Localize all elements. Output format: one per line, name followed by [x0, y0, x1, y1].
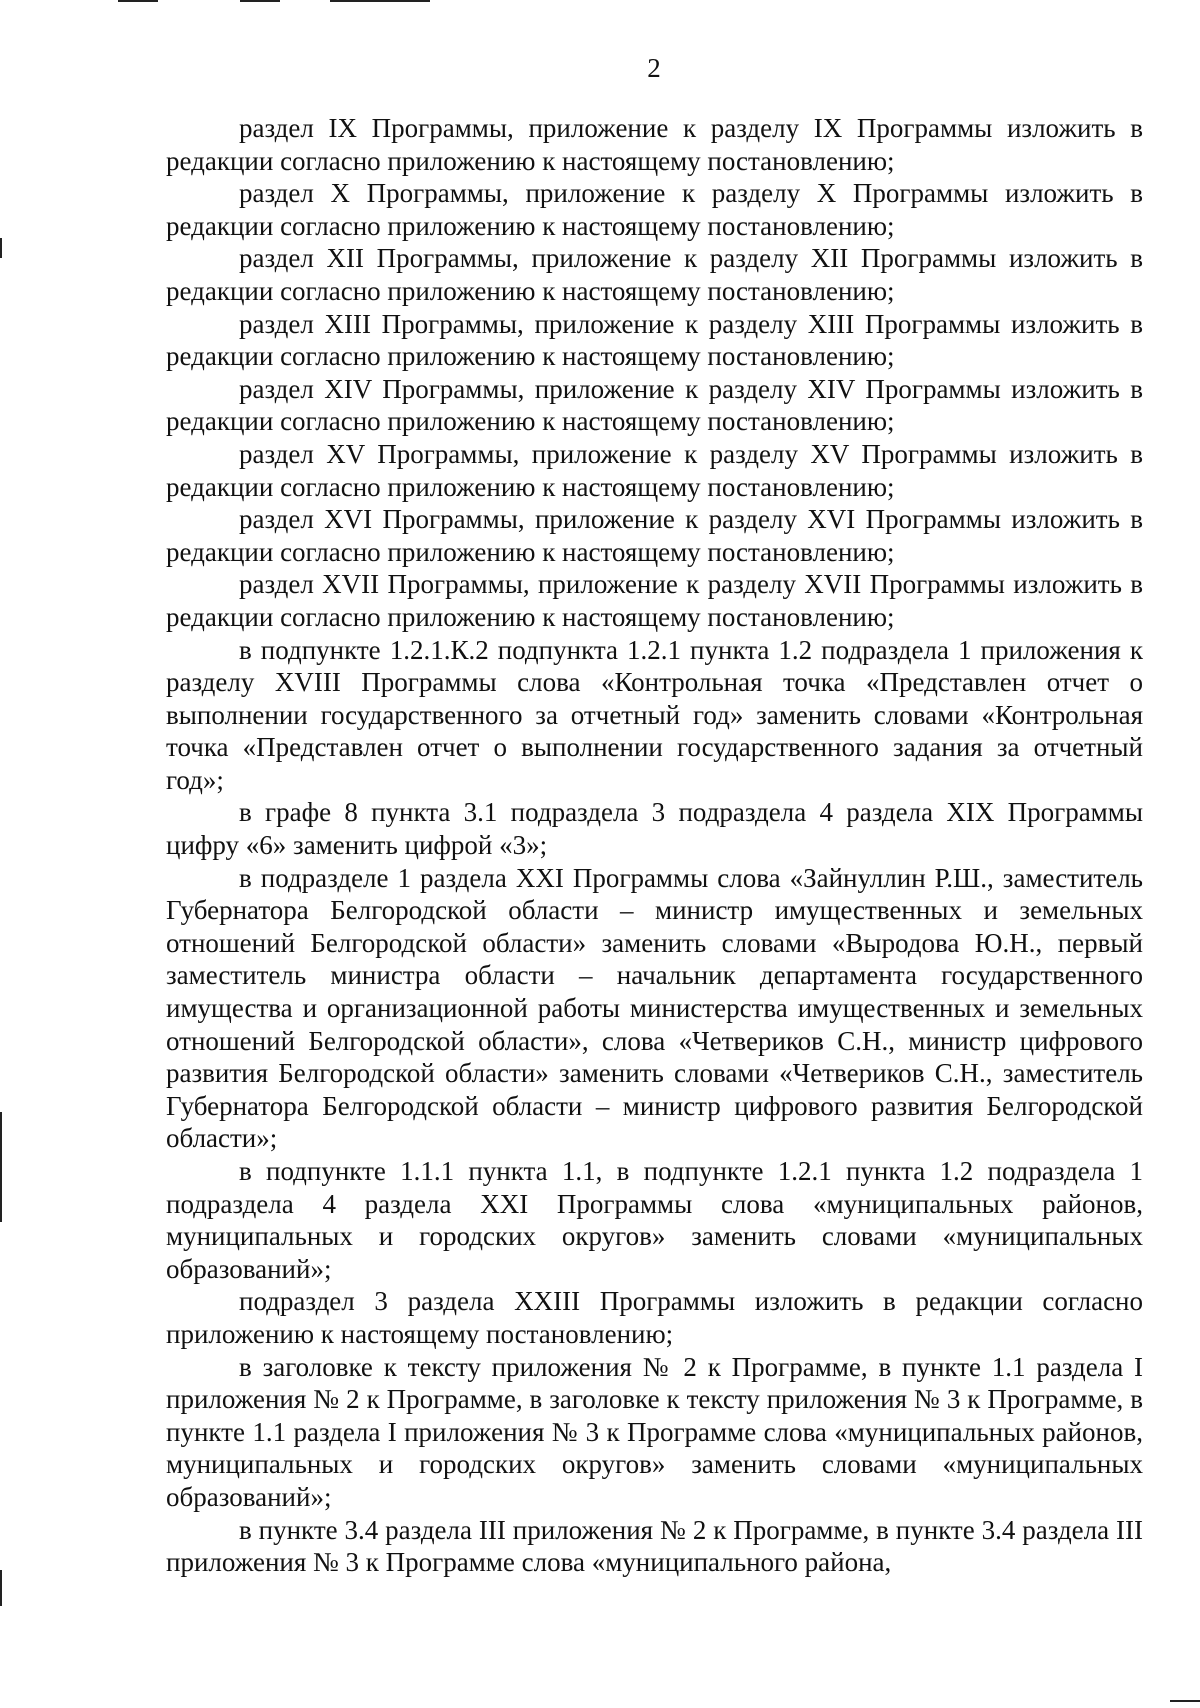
- paragraph: подраздел 3 раздела XXIII Программы изложить в редакции согласно приложению к настоящему постановлению;: [166, 1286, 1143, 1349]
- document-body: [166, 112, 1143, 1579]
- scan-edge-mark-left: [0, 238, 2, 258]
- scan-edge-mark-top: [330, 0, 430, 2]
- paragraph: раздел XIV Программы, приложение к разделу XIV Программы изложить в редакции согласно приложению к настоящему постановлению;: [166, 373, 1143, 437]
- paragraph: в подпункте 1.1.1 пункта 1.1, в подпункте 1.2.1 пункта 1.2 подраздела 1 подраздела 4 раздела XXI Программы слова «муниципальных районов, муниципальных и городских округов» заменить словами «муниципальных образований»;: [166, 1156, 1143, 1284]
- page-number: 2: [647, 53, 661, 83]
- paragraph: раздел IX Программы, приложение к разделу IX Программы изложить в редакции согласно приложению к настоящему постановлению;: [166, 113, 1143, 176]
- paragraph: в подпункте 1.2.1.К.2 подпункта 1.2.1 пункта 1.2 подраздела 1 приложения к разделу XVIII Программы слова «Контрольная точка «Представлен отчет о выполнении государственного за отчетный год» заменить словами «Контрольная точка «Представлен отчет о выполнении государственного задания за отчетный год»;: [166, 634, 1143, 795]
- scan-edge-mark-top: [118, 0, 158, 2]
- paragraph: раздел XVII Программы, приложение к разделу XVII Программы изложить в редакции согласно приложению к настоящему постановлению;: [166, 569, 1143, 632]
- paragraph: раздел XV Программы, приложение к разделу XV Программы изложить в редакции согласно приложению к настоящему постановлению;: [166, 438, 1143, 502]
- scan-edge-mark-left: [0, 1112, 2, 1222]
- paragraph: раздел XVI Программы, приложение к разделу XVI Программы изложить в редакции согласно приложению к настоящему постановлению;: [166, 504, 1143, 567]
- paragraph: в пункте 3.4 раздела III приложения № 2 к Программе, в пункте 3.4 раздела III приложения № 3 к Программе слова «муниципального района,: [166, 1514, 1143, 1578]
- scan-edge-mark-bottom: [1170, 1700, 1200, 1702]
- paragraph: в заголовке к тексту приложения № 2 к Программе, в пункте 1.1 раздела I приложения № 2 к Программе, в заголовке к тексту приложения № 3 к Программе, в пункте 1.1 раздела I приложения № 3 к Программе слова «муниципальных районов, муниципальных и городских округов» заменить словами «муниципальных образований»;: [166, 1351, 1143, 1512]
- paragraph: в подразделе 1 раздела XXI Программы слова «Зайнуллин Р.Ш., заместитель Губернатора Белгородской области – министр имущественных и земельных отношений Белгородской области» заменить словами «Выродова Ю.Н., первый заместитель министра области – начальник департамента государственного имущества и организационной работы министерства имущественных и земельных отношений Белгородской области», слова «Четвериков С.Н., министр цифрового развития Белгородской области» заменить словами «Четвериков С.Н., заместитель Губернатора Белгородской области – министр цифрового развития Белгородской области»;: [166, 862, 1143, 1154]
- paragraph: раздел XII Программы, приложение к разделу XII Программы изложить в редакции согласно приложению к настоящему постановлению;: [166, 243, 1143, 306]
- scan-edge-mark-top: [240, 0, 280, 2]
- paragraph: раздел XIII Программы, приложение к разделу XIII Программы изложить в редакции согласно приложению к настоящему постановлению;: [166, 308, 1143, 372]
- paragraph: раздел X Программы, приложение к разделу X Программы изложить в редакции согласно приложению к настоящему постановлению;: [166, 178, 1143, 241]
- paragraph: в графе 8 пункта 3.1 подраздела 3 подраздела 4 раздела XIX Программы цифру «6» заменить цифрой «3»;: [166, 797, 1143, 861]
- scan-edge-mark-left: [0, 1570, 2, 1606]
